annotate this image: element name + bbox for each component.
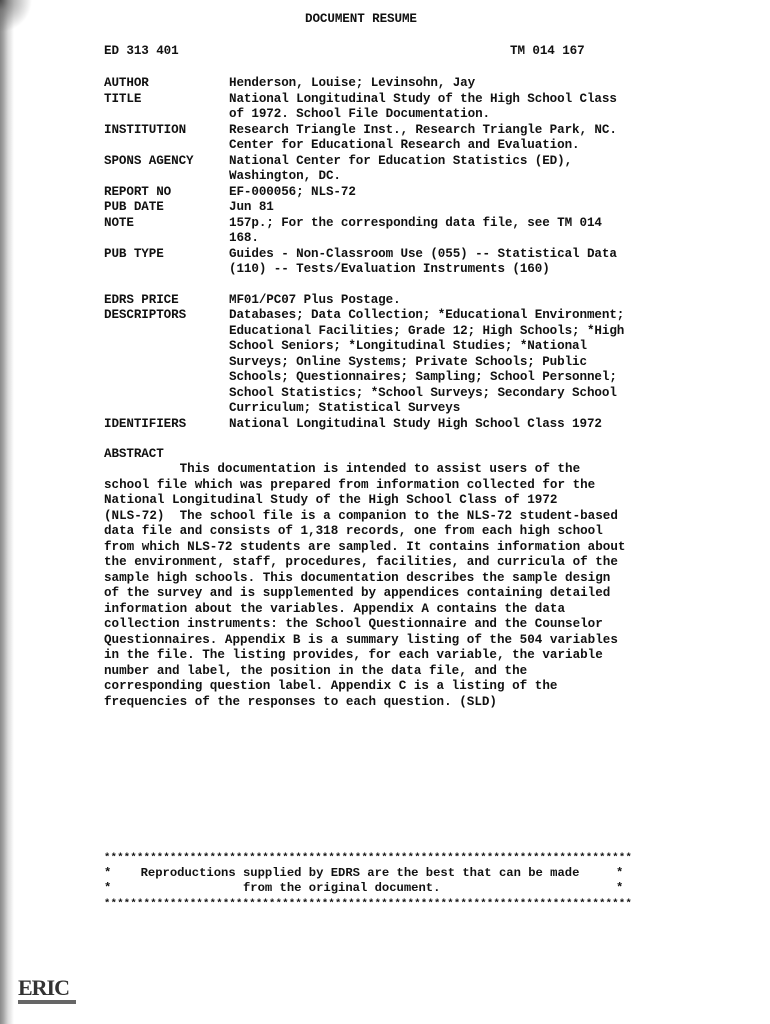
abstract-line: in the file. The listing provides, for each variable, the variable — [104, 648, 603, 662]
reproduction-notice-line-1: * Reproductions supplied by EDRS are the best that can be made * — [104, 866, 624, 880]
abstract-line: data file and consists of 1,318 records, one from each high school — [104, 524, 603, 538]
eric-logo-text: ERIC — [18, 975, 70, 1000]
abstract-line: the environment, staff, procedures, facilities, and curricula of the — [104, 555, 618, 569]
abstract-body — [104, 462, 664, 710]
author-value: Henderson, Louise; Levinsohn, Jay — [229, 76, 476, 90]
abstract-line: of the survey and is supplemented by appendices containing detailed — [104, 586, 611, 600]
descriptors-value-line-7: Curriculum; Statistical Surveys — [229, 401, 461, 415]
spons-agency-value-line-1: National Center for Education Statistics (ED), — [229, 154, 573, 168]
abstract-line: National Longitudinal Study of the High School Class of 1972 — [104, 493, 558, 507]
pub-date-value: Jun 81 — [229, 200, 274, 214]
note-value-line-2: 168. — [229, 231, 259, 245]
descriptors-value-line-3: School Seniors; *Longitudinal Studies; *National — [229, 339, 587, 353]
note-label: NOTE — [104, 216, 134, 230]
scan-corner-shadow — [0, 0, 40, 40]
document-title: DOCUMENT RESUME — [305, 12, 417, 26]
identifiers-label: IDENTIFIERS — [104, 417, 187, 431]
descriptors-value-line-6: School Statistics; *School Surveys; Secondary School — [229, 386, 617, 400]
title-value-line-2: of 1972. School File Documentation. — [229, 107, 491, 121]
pub-date-label: PUB DATE — [104, 200, 164, 214]
institution-label: INSTITUTION — [104, 123, 187, 137]
scan-edge-shadow — [0, 0, 14, 1024]
abstract-line: from which NLS-72 students are sampled. It contains information about — [104, 539, 626, 554]
reproduction-box-bottom-border: ******************************************************************************** — [104, 898, 633, 910]
abstract-line: sample high schools. This documentation describes the sample design — [104, 570, 611, 585]
pub-type-value-line-2: (110) -- Tests/Evaluation Instruments (160) — [229, 262, 550, 276]
edrs-price-value: MF01/PC07 Plus Postage. — [229, 293, 401, 307]
ed-number: ED 313 401 — [104, 44, 179, 58]
institution-value-line-2: Center for Educational Research and Evaluation. — [229, 138, 580, 152]
identifiers-value: National Longitudinal Study High School Class 1972 — [229, 417, 602, 431]
author-label: AUTHOR — [104, 76, 149, 90]
note-value-line-1: 157p.; For the corresponding data file, see TM 014 — [229, 216, 602, 230]
report-no-label: REPORT NO — [104, 185, 172, 199]
reproduction-notice-line-2: * from the original document. * — [104, 881, 624, 895]
title-value-line-1: National Longitudinal Study of the High School Class — [229, 92, 617, 106]
spons-agency-value-line-2: Washington, DC. — [229, 169, 341, 183]
descriptors-label: DESCRIPTORS — [104, 308, 187, 322]
abstract-line: Questionnaires. Appendix B is a summary listing of the 504 variables — [104, 632, 618, 647]
title-label: TITLE — [104, 92, 142, 106]
reproduction-box-top-border: ******************************************************************************** — [104, 852, 633, 864]
abstract-line: corresponding question label. Appendix C is a listing of the — [104, 679, 558, 693]
edrs-price-label: EDRS PRICE — [104, 293, 179, 307]
abstract-line: (NLS-72) The school file is a companion to the NLS-72 student-based — [104, 508, 618, 523]
abstract-line: number and label, the position in the data file, and the — [104, 663, 528, 678]
eric-logo-bar — [18, 1000, 76, 1004]
pub-type-value-line-1: Guides - Non-Classroom Use (055) -- Statistical Data — [229, 247, 617, 261]
descriptors-value-line-1: Databases; Data Collection; *Educational Environment; — [229, 308, 625, 322]
abstract-label: ABSTRACT — [104, 447, 164, 461]
spons-agency-label: SPONS AGENCY — [104, 154, 194, 168]
abstract-line: school file which was prepared from information collected for the — [104, 477, 596, 492]
eric-logo — [14, 967, 74, 1007]
pub-type-label: PUB TYPE — [104, 247, 164, 261]
abstract-line: frequencies of the responses to each question. (SLD) — [104, 694, 497, 709]
abstract-line: information about the variables. Appendix A contains the data — [104, 601, 566, 616]
descriptors-value-line-2: Educational Facilities; Grade 12; High Schools; *High — [229, 324, 625, 338]
abstract-line: This documentation is intended to assist users of the — [104, 462, 581, 476]
institution-value-line-1: Research Triangle Inst., Research Triangle Park, NC. — [229, 123, 617, 137]
report-no-value: EF-000056; NLS-72 — [229, 185, 356, 199]
abstract-line: collection instruments: the School Questionnaire and the Counselor — [104, 617, 603, 631]
tm-number: TM 014 167 — [510, 44, 585, 58]
descriptors-value-line-5: Schools; Questionnaires; Sampling; School Personnel; — [229, 370, 617, 384]
descriptors-value-line-4: Surveys; Online Systems; Private Schools; Public — [229, 355, 587, 369]
